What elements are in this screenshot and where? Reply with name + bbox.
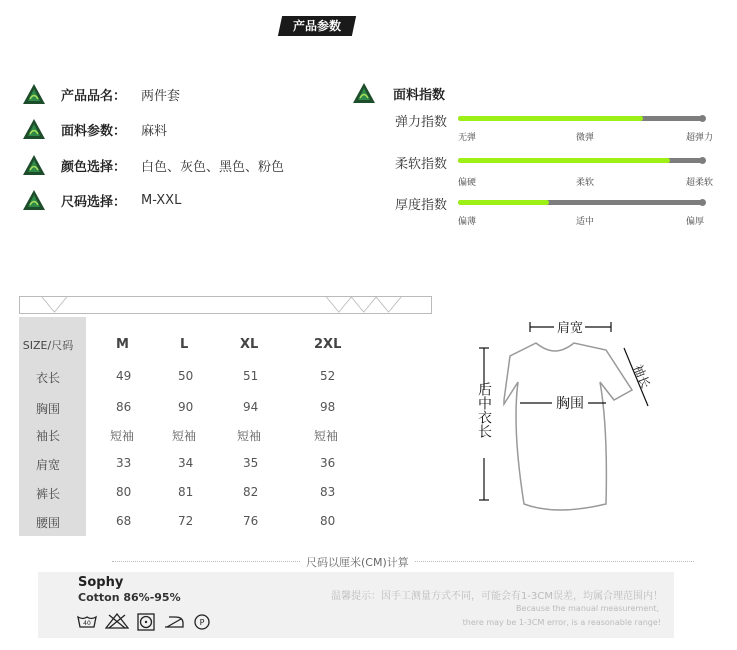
measurement-note-en: there may be 1-3CM error, is a reasonable range! (462, 618, 661, 627)
info-value: 白色、灰色、黑色、粉色 (141, 159, 285, 175)
tick-label: 偏厚 (686, 217, 705, 227)
bar-end-dot (699, 157, 706, 164)
row-label: 裤长 (35, 487, 60, 501)
tick-label: 无弹 (458, 133, 477, 143)
chest-label: 胸围 (556, 396, 584, 412)
tick-label: 偏薄 (458, 217, 477, 227)
tick-label: 超柔软 (686, 178, 714, 188)
table-cell: 33 (116, 456, 132, 470)
row-label: 袖长 (35, 429, 60, 443)
row-label: 腰围 (35, 516, 60, 530)
tshirt-measure-diagram (468, 318, 678, 518)
shoulder-label: 肩宽 (556, 321, 584, 336)
info-label: 颜色选择： (61, 159, 127, 175)
bar-fill (458, 116, 643, 121)
row-label: 肩宽 (35, 458, 60, 472)
triangle-leaf-icon (352, 82, 376, 104)
info-label: 面料参数： (61, 123, 127, 139)
table-cell: 52 (320, 369, 336, 383)
size-col-header: L (180, 337, 189, 352)
table-cell: 短袖 (314, 429, 339, 443)
elasticity-bar (458, 116, 705, 121)
table-cell: 82 (243, 485, 259, 499)
dry-clean-p-icon (193, 613, 211, 631)
table-cell: 51 (243, 369, 259, 383)
size-col-header: XL (240, 337, 259, 352)
table-cell: 86 (116, 400, 132, 414)
size-col-header: 2XL (314, 337, 342, 352)
info-value: 麻料 (141, 123, 168, 139)
table-cell: 80 (320, 514, 336, 528)
tumble-dry-icon (137, 613, 155, 631)
tick-label: 微弹 (576, 133, 595, 143)
length-label: 后中衣长 (476, 382, 492, 438)
table-cell: 72 (178, 514, 194, 528)
care-icons (77, 613, 211, 631)
brand-name: Sophy (78, 575, 124, 590)
unit-note: 尺码以厘米(CM)计算 (300, 554, 415, 570)
info-label: 产品品名： (61, 88, 127, 104)
table-cell: 68 (116, 514, 132, 528)
table-cell: 50 (178, 369, 194, 383)
tick-label: 超弹力 (686, 133, 714, 143)
svg-text:40: 40 (83, 620, 91, 627)
size-header: SIZE/尺码 (22, 339, 74, 352)
tick-label: 偏硬 (458, 178, 477, 188)
table-cell: 35 (243, 456, 259, 470)
row-label: 胸围 (35, 402, 60, 416)
table-cell: 短袖 (237, 429, 262, 443)
page-title: 产品参数 (292, 19, 341, 33)
bar-end-dot (699, 199, 706, 206)
elasticity-label: 弹力指数 (395, 115, 448, 130)
info-row-fabric (22, 118, 167, 140)
hatch-strip (19, 296, 432, 314)
triangle-leaf-icon (22, 189, 46, 211)
material-text: Cotton 86%-95% (78, 591, 181, 604)
table-cell: 81 (178, 485, 194, 499)
info-label: 尺码选择： (61, 194, 127, 210)
info-value: M-XXL (141, 192, 182, 208)
table-cell: 94 (243, 400, 259, 414)
wash-40-icon (77, 613, 97, 629)
bar-end-dot (699, 115, 706, 122)
table-cell: 短袖 (172, 429, 197, 443)
softness-bar (458, 158, 705, 163)
measurement-note-en: Because the manual measurement, (516, 604, 659, 613)
bar-fill (458, 200, 549, 205)
info-row-size (22, 189, 181, 211)
table-cell: 90 (178, 400, 194, 414)
fabric-index-title: 面料指数 (393, 87, 446, 103)
thickness-bar (458, 200, 705, 205)
table-cell: 34 (178, 456, 194, 470)
no-bleach-icon (105, 613, 129, 629)
table-cell: 36 (320, 456, 336, 470)
info-row-color (22, 154, 284, 176)
row-label: 衣长 (35, 371, 60, 385)
measurement-note-cn: 温馨提示：因手工测量方式不同，可能会有1-3CM误差，均属合理范围内！ (331, 591, 663, 602)
info-row-name (22, 83, 180, 105)
table-cell: 76 (243, 514, 259, 528)
size-col-header: M (116, 337, 129, 352)
softness-label: 柔软指数 (395, 157, 448, 172)
table-cell: 83 (320, 485, 336, 499)
triangle-leaf-icon (22, 83, 46, 105)
tick-label: 适中 (576, 217, 595, 227)
tick-label: 柔软 (576, 178, 595, 188)
tshirt-outline (504, 343, 632, 510)
info-value: 两件套 (141, 88, 181, 104)
table-cell: 短袖 (110, 429, 135, 443)
thickness-label: 厚度指数 (395, 198, 448, 213)
iron-icon (163, 613, 185, 629)
triangle-leaf-icon (22, 118, 46, 140)
table-cell: 49 (116, 369, 132, 383)
table-cell: 80 (116, 485, 132, 499)
bar-fill (458, 158, 670, 163)
svg-text:P: P (199, 618, 205, 627)
sleeve-label: 袖长 (630, 362, 653, 391)
triangle-leaf-icon (22, 154, 46, 176)
table-cell: 98 (320, 400, 336, 414)
fabric-index-header (352, 82, 445, 104)
